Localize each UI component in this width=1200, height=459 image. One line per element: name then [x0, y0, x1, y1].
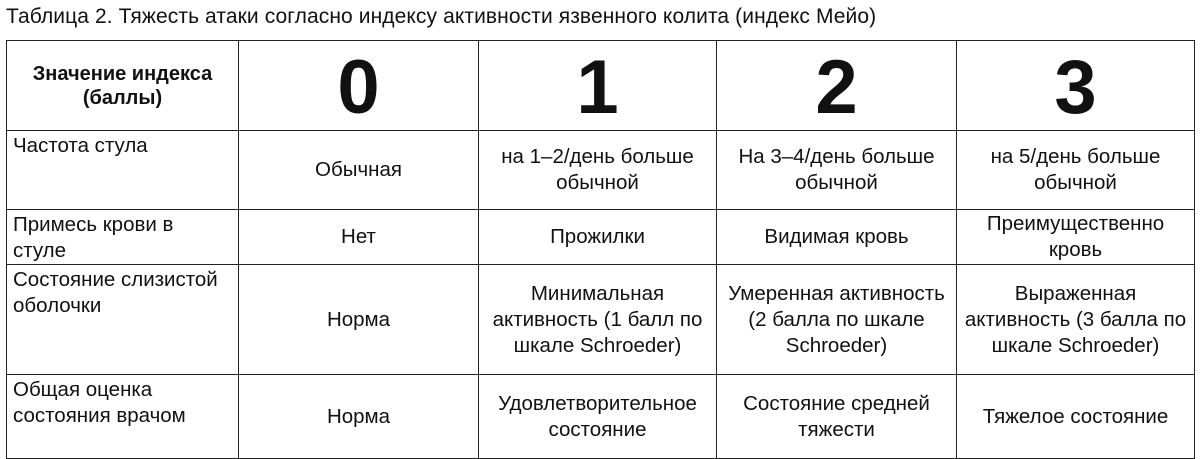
- table-cell: Норма: [239, 265, 479, 375]
- header-score-2: 2: [717, 41, 957, 131]
- table-cell: Обычная: [239, 131, 479, 210]
- table-row: [7, 210, 1195, 265]
- table-cell: Преимущественно кровь: [957, 210, 1195, 265]
- table-cell: на 5/день больше обычной: [957, 131, 1195, 210]
- table-cell: Удовлетворительное состояние: [479, 375, 717, 459]
- header-index-label: Значение индекса (баллы): [7, 41, 239, 131]
- table-row: [7, 375, 1195, 459]
- header-row: [7, 41, 1195, 131]
- table-cell: Видимая кровь: [717, 210, 957, 265]
- table-cell: Норма: [239, 375, 479, 459]
- table-cell: Минимальная активность (1 балл по шкале Schroeder): [479, 265, 717, 375]
- row-label-stool-frequency: Частота стула: [7, 131, 239, 210]
- row-label-mucosa-state: Состояние слизистой оболочки: [7, 265, 239, 375]
- table-row: [7, 265, 1195, 375]
- row-label-blood-in-stool: Примесь крови в стуле: [7, 210, 239, 265]
- table-cell: на 1–2/день больше обычной: [479, 131, 717, 210]
- table-cell: Выраженная активность (3 балла по шкале Schroeder): [957, 265, 1195, 375]
- table-row: [7, 131, 1195, 210]
- row-label-physician-assessment: Общая оценка состояния врачом: [7, 375, 239, 459]
- table-cell: Прожилки: [479, 210, 717, 265]
- mayo-index-table: [6, 40, 1195, 459]
- table-cell: Нет: [239, 210, 479, 265]
- header-score-1: 1: [479, 41, 717, 131]
- table-cell: Тяжелое состояние: [957, 375, 1195, 459]
- header-score-0: 0: [239, 41, 479, 131]
- header-score-3: 3: [957, 41, 1195, 131]
- table-caption: Таблица 2. Тяжесть атаки согласно индексу активности язвенного колита (индекс Мейо): [6, 5, 877, 28]
- table-cell: Состояние средней тяжести: [717, 375, 957, 459]
- table-cell: Умеренная активность (2 балла по шкале Schroeder): [717, 265, 957, 375]
- table-cell: На 3–4/день больше обычной: [717, 131, 957, 210]
